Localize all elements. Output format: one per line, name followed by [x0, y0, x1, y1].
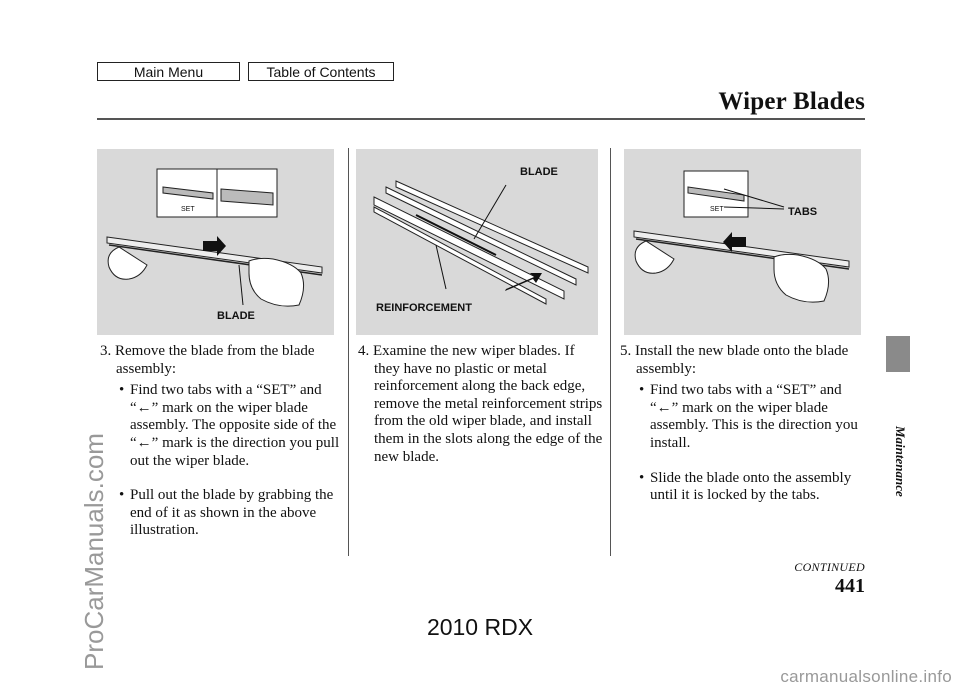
continued-label: CONTINUED: [794, 560, 865, 574]
header-rule: [97, 118, 865, 120]
column-divider-2: [610, 148, 611, 556]
list-item: • Find two tabs with a “SET” and “←” mark on the wiper blade assembly. This is the direction you install.: [639, 382, 858, 451]
callout-reinforcement: REINFORCEMENT: [376, 302, 472, 314]
step-5-text: 5. Install the new blade onto the blade assembly:: [620, 343, 849, 377]
section-label: Maintenance: [893, 426, 908, 497]
step-5: [620, 343, 866, 505]
column-divider-1: [348, 148, 349, 556]
list-item: • Pull out the blade by grabbing the end of it as shown in the above illustration.: [119, 487, 334, 539]
section-tab: [886, 336, 910, 372]
model-label: 2010 RDX: [426, 614, 534, 640]
page-title: Wiper Blades: [718, 88, 865, 115]
callout-blade: BLADE: [520, 166, 558, 178]
list-item: • Find two tabs with a “SET” and “←” mark on the wiper blade assembly. The opposite side of the “←” mark is the direction you pull out the wiper blade.: [119, 382, 340, 469]
illustration-reinforcement: [356, 149, 598, 335]
callout-blade: BLADE: [217, 310, 255, 322]
step-4: [358, 343, 604, 466]
watermark: ProCarManuals.com: [79, 433, 109, 670]
step-3-text: 3. Remove the blade from the blade assembly:: [100, 343, 315, 377]
illustration-install-blade: [624, 149, 861, 335]
main-menu-button[interactable]: Main Menu: [97, 62, 240, 81]
illustration-remove-blade: [97, 149, 334, 335]
step-3: [100, 343, 340, 540]
set-mark-label: SET: [710, 206, 724, 213]
callout-tabs: TABS: [788, 206, 818, 218]
list-item: • Slide the blade onto the assembly until it is locked by the tabs.: [639, 469, 852, 504]
table-of-contents-button[interactable]: Table of Contents: [248, 62, 394, 81]
page-number: 441: [835, 575, 865, 597]
footer-site-link[interactable]: carmanualsonline.info: [780, 667, 952, 686]
set-mark-label: SET: [181, 206, 195, 213]
step-4-text: 4. Examine the new wiper blades. If they have no plastic or metal reinforcement along the back edge, remove the metal reinforcement strips from the old wiper blade, and install them in the slots along the edge of the new blade.: [358, 343, 603, 465]
